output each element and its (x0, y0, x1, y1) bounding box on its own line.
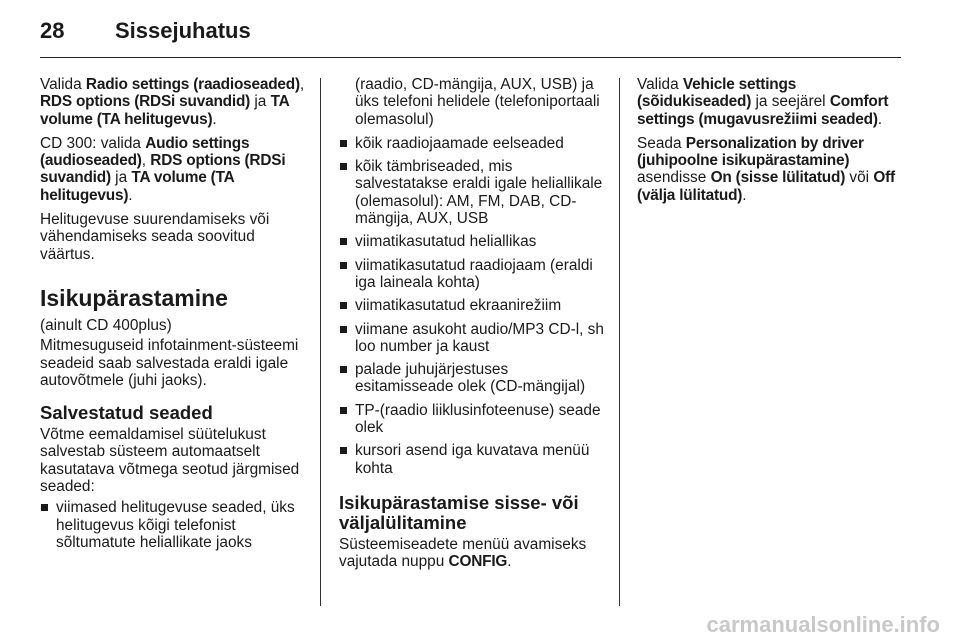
text: , (141, 152, 151, 170)
paragraph-volume: Helitugevuse suurendamiseks või vähendamiseks seada soovitud väärtus. (40, 211, 270, 263)
bold-term: RDS options (RDSi suvandid) (40, 93, 251, 111)
paragraph-open-config (339, 536, 605, 571)
text: . (212, 110, 217, 128)
text: Valida (40, 76, 86, 93)
text: ja (250, 93, 271, 111)
bold-term: Vehicle settings (sõidukiseaded) (637, 76, 797, 111)
column-3 (637, 76, 901, 211)
text: CD 300: valida (40, 134, 146, 152)
text: . (877, 110, 883, 128)
bold-term: TA volume (TA helitugevus) (40, 169, 234, 204)
paragraph-vehicle-settings (637, 76, 901, 128)
list-item: viimased helitugevuse seaded, üks helitugevus kõigi telefonist sõltumatute heliallikate jaoks (40, 499, 306, 551)
bold-term: CONFIG (448, 553, 508, 571)
bold-term: Radio settings (raadioseaded) (85, 76, 300, 93)
text: Seada (637, 134, 686, 152)
column-divider (320, 78, 321, 606)
text: Valida (637, 76, 683, 93)
page-number: 28 (40, 18, 65, 43)
list-item: kursori asend iga kuvatava menüü kohta (339, 442, 605, 477)
column-divider (619, 78, 620, 606)
bold-term: Comfort settings (mugavusrežiimi seaded) (637, 93, 889, 128)
saved-settings-list-continued (339, 135, 605, 477)
paragraph-only-cd400: (ainult CD 400plus) (40, 316, 172, 334)
heading-toggle-personalization: Isikupärastamise sisse- või väljalülitamine (339, 491, 579, 533)
text: . (128, 186, 133, 204)
bold-term: Audio settings (audioseaded) (40, 134, 250, 170)
paragraph-settings-per-key: Mitmesuguseid infotainment-süsteemi seadeid saab salvestada eraldi igale autovõtmele (juhi jaoks). (40, 337, 299, 389)
bold-term: Personalization by driver (juhipoolne isikupärastamine) (637, 134, 864, 170)
text: asendisse (637, 169, 711, 187)
text: Süsteemiseadete menüü avamiseks vajutada nuppu (339, 535, 587, 571)
heading-saved-settings: Salvestatud seaded (40, 402, 213, 424)
list-item: viimatikasutatud ekraanirežiim (339, 297, 605, 314)
saved-settings-list (40, 499, 306, 551)
text: . (742, 186, 747, 204)
heading-personalization: Isikupärastamine (40, 284, 228, 311)
column-1 (40, 76, 306, 557)
text: ja (110, 169, 132, 187)
bold-term: TA volume (TA helitugevus) (40, 93, 290, 128)
paragraph-radio-settings (40, 76, 306, 128)
paragraph-cd300 (40, 135, 306, 204)
text: . (507, 553, 512, 571)
list-item: viimatikasutatud raadiojaam (eraldi iga laineala kohta) (339, 257, 605, 292)
list-item: viimane asukoht audio/MP3 CD-l, sh loo number ja kaust (339, 321, 605, 356)
text: , (299, 76, 305, 93)
text: ja seejärel (751, 93, 830, 111)
bold-term: Off (välja lülitatud) (637, 169, 895, 204)
watermark: carmanualsonline.info (706, 612, 940, 637)
paragraph-set-personalization (637, 135, 901, 204)
list-item: kõik raadiojaamade eelseaded (339, 135, 605, 152)
text: või (845, 169, 874, 187)
bold-term: On (sisse lülitatud) (710, 169, 846, 187)
header-rule (40, 57, 901, 58)
list-item: kõik tämbriseaded, mis salvestatakse eraldi igale heliallikale (olemasolul): AM, FM, DAB, CD-mängija, AUX, USB (339, 158, 605, 227)
bold-term: RDS options (RDSi suvandid) (40, 152, 286, 187)
page-title: Sissejuhatus (115, 18, 251, 43)
list-item: TP-(raadio liiklusinfoteenuse) seade olek (339, 402, 605, 437)
column-2 (339, 76, 605, 578)
list-item: palade juhujärjestuses esitamisseade olek (CD-mängijal) (339, 361, 605, 396)
paragraph-continued: (raadio, CD-mängija, AUX, USB) ja üks telefoni helidele (telefoniportaali olemasolul) (355, 76, 600, 128)
paragraph-key-removal: Võtme eemaldamisel süütelukust salvestab süsteem automaatselt kasutatava võtmega seotud järgmised seaded: (40, 426, 300, 496)
list-item: viimatikasutatud heliallikas (339, 233, 605, 250)
